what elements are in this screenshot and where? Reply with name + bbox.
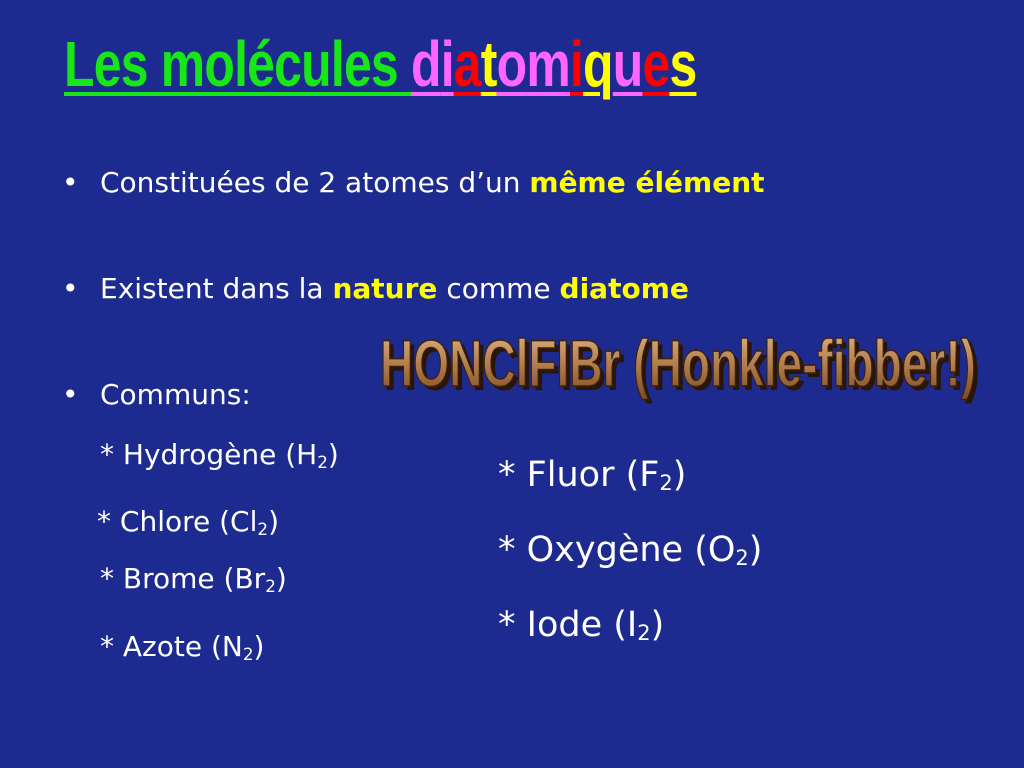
bullet-text: Communs: — [100, 378, 251, 411]
item-chlore — [97, 505, 279, 538]
honclfibr-slogan — [376, 318, 984, 410]
title-colored-word — [411, 28, 696, 100]
title-letter: i — [569, 28, 584, 100]
title-prefix: Les molécules — [64, 28, 412, 100]
item-label: * Iode (I — [498, 605, 638, 645]
item-azote — [100, 630, 264, 663]
slide-title — [64, 22, 696, 106]
title-letter: e — [642, 28, 670, 100]
bullet-dot: • — [62, 166, 79, 199]
slogan-text: HONClFIBr (Honkle-fibber!) — [380, 326, 976, 400]
item-close: ) — [275, 562, 287, 595]
item-hydrogene — [100, 438, 339, 471]
item-fluor — [498, 455, 686, 495]
bullet-existent — [62, 272, 689, 305]
item-label: * Oxygène (O — [498, 530, 736, 570]
title-letter: t — [480, 28, 497, 100]
item-close: ) — [748, 530, 763, 570]
item-close: ) — [327, 438, 339, 471]
bullet-highlight-nature: nature — [332, 272, 438, 305]
slogan-shadow: HONClFIBr (Honkle-fibber!) — [384, 330, 980, 404]
item-close: ) — [650, 605, 665, 645]
item-label: * Azote (N — [100, 630, 243, 663]
bullet-text: Existent dans la — [100, 272, 333, 305]
title-letter: a — [453, 28, 481, 100]
item-brome — [100, 562, 287, 595]
bullet-text-comme: comme — [437, 272, 560, 305]
title-letter: q — [583, 28, 613, 100]
item-label: * Hydrogène (H — [100, 438, 318, 471]
item-subscript: 2 — [735, 546, 749, 570]
bullet-text: Constituées de 2 atomes d’un — [100, 166, 530, 199]
title-letter: m — [526, 28, 570, 100]
bullet-constituees — [62, 166, 765, 199]
item-close: ) — [253, 630, 265, 663]
item-label: * Fluor (F — [498, 455, 660, 495]
item-close: ) — [672, 455, 687, 495]
bullet-highlight-diatome: diatome — [559, 272, 689, 305]
item-subscript: 2 — [265, 576, 276, 596]
bullet-highlight: même élément — [529, 166, 765, 199]
title-letter: u — [612, 28, 643, 100]
title-letter: o — [496, 28, 527, 100]
bullet-communs — [62, 378, 251, 411]
bullet-dot: • — [62, 378, 79, 411]
item-subscript: 2 — [242, 644, 254, 664]
title-letter: i — [440, 28, 454, 100]
item-subscript: 2 — [659, 471, 673, 495]
item-subscript: 2 — [317, 452, 328, 472]
item-label: * Brome (Br — [100, 562, 266, 595]
item-label: * Chlore (Cl — [97, 505, 258, 538]
title-letter: d — [411, 28, 441, 100]
title-letter: s — [669, 28, 697, 100]
bullet-dot: • — [62, 272, 79, 305]
item-subscript: 2 — [637, 621, 651, 645]
item-close: ) — [268, 505, 280, 538]
item-iode — [498, 605, 664, 645]
item-subscript: 2 — [257, 519, 269, 539]
item-oxygene — [498, 530, 762, 570]
